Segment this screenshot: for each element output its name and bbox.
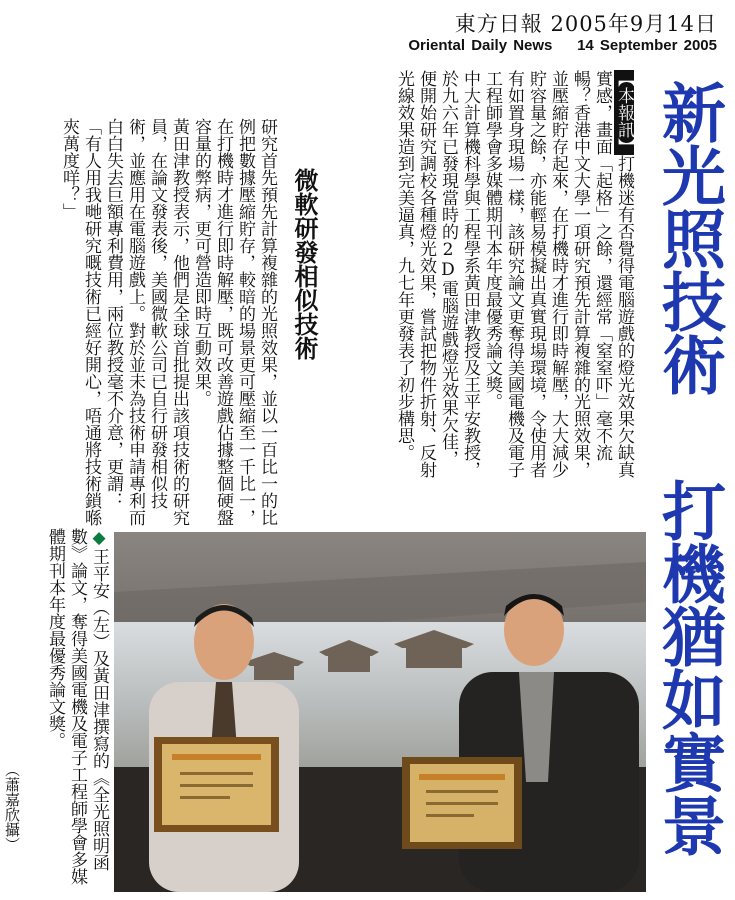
- plaque-right: [402, 757, 522, 849]
- article-lead: 打機迷有否覺得電腦遊戲的燈光效果欠缺真實感，畫面「起格」之餘，還經常「窒窒吓」毫不流暢？香港中文大學一項研究預先計算複雜的光照效果，並壓縮貯存起來，在打機時才進行即時解壓，大大減少貯容量之餘，亦能輕易模擬出真實現場環境，令使用者有如置身現場一樣，該研究論文更奪得美國電機及電子工程師學會多媒體期刊本年度最優秀論文獎。: [482, 70, 634, 478]
- article-subhead: 微軟研發相似技術: [290, 168, 318, 360]
- masthead-english-name: Oriental Daily News: [408, 37, 553, 54]
- news-photo: [114, 532, 646, 892]
- article-para-4: 黃田津教授表示，他們是全球首批提出該項技術的研究員，在論文發表後，美國微軟公司已自行研發相似技術，並應用在電腦遊戲上。對於並未為技術申請專利而白白失去巨額專利費用，兩位教授毫不介意，更謂：「有人用我哋研究嘅技術已經好開心，唔通將技術鎖喺夾萬度咩？」: [59, 118, 189, 526]
- masthead-english-date: 14 September 2005: [577, 37, 717, 54]
- article-block-1: [305, 70, 635, 480]
- news-tag: 【本報訊】: [614, 70, 634, 155]
- masthead-chinese: 東方日報 2005年9月14日: [454, 12, 717, 36]
- photo-illustration: [114, 532, 646, 892]
- masthead: [0, 0, 735, 62]
- headline-primary: 新光照技術: [651, 80, 725, 395]
- headline-secondary: 打機猶如實景: [651, 478, 725, 856]
- caption-marker-icon: ◆: [89, 528, 109, 548]
- photo-credit: （蕭嘉欣攝）: [3, 762, 21, 852]
- caption-text: 王平安（左）及黃田津撰寫的《全光照明函數》論文，奪得美國電機及電子工程師學會多媒體期刊本年度最優秀論文獎。: [45, 528, 109, 885]
- masthead-english: [408, 37, 717, 54]
- article-block-2: [10, 118, 278, 528]
- article-para-2: 中大計算機科學與工程學系黃田津教授及王平安教授，於九六年已發現當時的2D電腦遊戲燈光效果欠佳，便開始研究調校各種燈光效果，嘗試把物件折射、反射光線效果造到完美逼真，九七年更發表了初步構思。: [394, 70, 480, 478]
- article-para-3: 研究首先預先計算複雜的光照效果，並以一百比一的比例把數據壓縮貯存，較暗的場景更可壓縮至一千比一，在打機時才進行即時解壓，既可改善遊戲佔據整個硬盤容量的弊病，更可營造即時互動效果。: [191, 118, 277, 526]
- plaque-left: [154, 737, 279, 832]
